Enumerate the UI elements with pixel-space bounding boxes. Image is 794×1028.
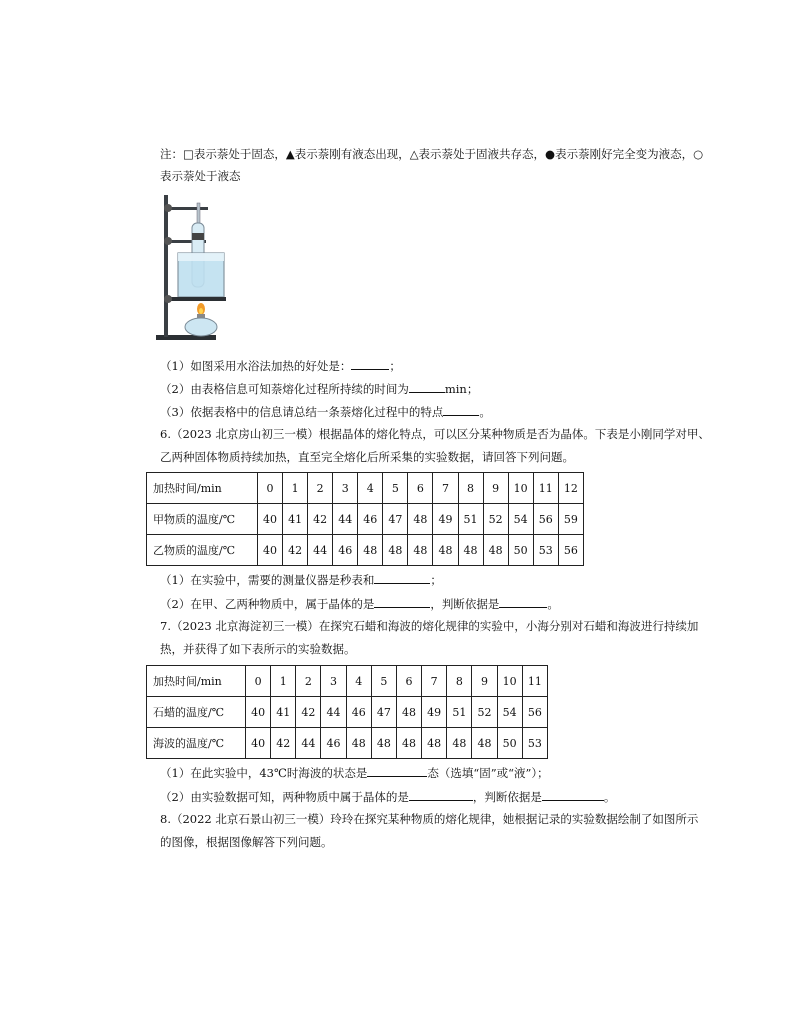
- table-header-row: [147, 473, 584, 504]
- table-cell: 48: [447, 728, 472, 759]
- table-cell: 40: [246, 697, 271, 728]
- table-row: [147, 535, 584, 566]
- table-cell: 52: [472, 697, 497, 728]
- table-header-label: 加热时间/min: [147, 666, 246, 697]
- table-header-cell: 3: [321, 666, 346, 697]
- table-cell: 53: [522, 728, 547, 759]
- table-header-row: [147, 666, 548, 697]
- table-header-cell: 8: [447, 666, 472, 697]
- table-header-cell: 7: [433, 473, 458, 504]
- problem-7-line-1: 7.（2023 北京海淀初三一模）在探究石蜡和海波的熔化规律的实验中，小海分别对石蜡和海波进行持续加: [160, 619, 699, 633]
- table-header-cell: 12: [558, 473, 583, 504]
- table-cell: 48: [383, 535, 408, 566]
- problem-7-line-2: 热，并获得了如下表所示的实验数据。: [160, 642, 356, 656]
- answer-blank[interactable]: [542, 788, 604, 801]
- table-header-label: 加热时间/min: [147, 473, 258, 504]
- table-cell: 54: [497, 697, 522, 728]
- table-cell: 50: [497, 728, 522, 759]
- table-cell: 40: [246, 728, 271, 759]
- table-header-cell: 0: [246, 666, 271, 697]
- table-header-cell: 3: [333, 473, 358, 504]
- table-cell: 44: [333, 504, 358, 535]
- answer-blank[interactable]: [367, 764, 427, 777]
- table-cell: 49: [422, 697, 447, 728]
- table-cell: 48: [433, 535, 458, 566]
- table-header-cell: 2: [296, 666, 321, 697]
- answer-blank[interactable]: [499, 595, 547, 608]
- table-cell: 51: [447, 697, 472, 728]
- table-cell: 42: [296, 697, 321, 728]
- table-header-cell: 10: [508, 473, 533, 504]
- table-cell: 44: [296, 728, 321, 759]
- problem-6-line-1: 6.（2023 北京房山初三一模）根据晶体的熔化特点，可以区分某种物质是否为晶体。下表是小刚同学对甲、: [160, 427, 710, 441]
- question-5-1: （1）如图采用水浴法加热的好处是： ；: [160, 359, 401, 373]
- problem-8-line-1: 8.（2022 北京石景山初三一模）玲玲在探究某种物质的熔化规律，她根据记录的实验数据绘制了如图所示: [160, 812, 699, 826]
- table-cell: 44: [321, 697, 346, 728]
- problem-6-line-2: 乙两种固体物质持续加热，直至完全熔化后所采集的实验数据，请回答下列问题。: [160, 450, 574, 464]
- table-cell: 44: [308, 535, 333, 566]
- table-header-cell: 2: [308, 473, 333, 504]
- table-cell: 48: [396, 728, 421, 759]
- problem-6-data-table: [146, 472, 584, 566]
- table-header-cell: 1: [283, 473, 308, 504]
- table-cell: 52: [483, 504, 508, 535]
- table-header-cell: 9: [483, 473, 508, 504]
- table-header-cell: 5: [383, 473, 408, 504]
- water-bath-apparatus-figure: [150, 193, 230, 343]
- table-row: [147, 728, 548, 759]
- table-cell: 46: [321, 728, 346, 759]
- question-5-3: （3）依据表格中的信息请总结一条萘熔化过程中的特点 。: [160, 405, 491, 419]
- table-cell: 56: [533, 504, 558, 535]
- table-header-cell: 6: [408, 473, 433, 504]
- answer-blank[interactable]: [409, 380, 445, 393]
- table-cell: 48: [346, 728, 371, 759]
- answer-blank[interactable]: [374, 571, 430, 584]
- table-cell: 50: [508, 535, 533, 566]
- answer-blank[interactable]: [351, 357, 389, 370]
- table-cell: 48: [371, 728, 396, 759]
- table-header-cell: 9: [472, 666, 497, 697]
- table-cell: 56: [558, 535, 583, 566]
- table-header-cell: 10: [497, 666, 522, 697]
- table-cell: 40: [258, 504, 283, 535]
- table-header-cell: 11: [533, 473, 558, 504]
- table-header-cell: 4: [346, 666, 371, 697]
- problem-7-data-table: [146, 665, 548, 759]
- table-cell: 46: [358, 504, 383, 535]
- table-header-cell: 0: [258, 473, 283, 504]
- problem-8-line-2: 的图像，根据图像解答下列问题。: [160, 835, 333, 849]
- table-header-cell: 4: [358, 473, 383, 504]
- table-row: [147, 504, 584, 535]
- problem-7-question-1: （1）在此实验中，43℃时海波的状态是 态（选填“固”或“液”）；: [160, 766, 549, 780]
- table-cell: 59: [558, 504, 583, 535]
- table-header-cell: 6: [396, 666, 421, 697]
- table-cell: 48: [458, 535, 483, 566]
- table-cell: 49: [433, 504, 458, 535]
- table-cell: 46: [333, 535, 358, 566]
- problem-7-question-2: （2）由实验数据可知，两种物质中属于晶体的是 ，判断依据是 。: [160, 790, 616, 804]
- table-cell: 51: [458, 504, 483, 535]
- table-cell: 53: [533, 535, 558, 566]
- table-cell: 40: [258, 535, 283, 566]
- table-row: [147, 697, 548, 728]
- table-cell: 42: [271, 728, 296, 759]
- table-header-cell: 7: [422, 666, 447, 697]
- table-row-label: 石蜡的温度/℃: [147, 697, 246, 728]
- table-cell: 48: [422, 728, 447, 759]
- answer-blank[interactable]: [409, 788, 473, 801]
- table-cell: 48: [396, 697, 421, 728]
- table-cell: 41: [271, 697, 296, 728]
- note-line-1: 注：□表示萘处于固态，▲表示萘刚有液态出现，△表示萘处于固液共存态，●表示萘刚好完全变为液态，○: [160, 147, 704, 161]
- table-cell: 54: [508, 504, 533, 535]
- table-cell: 41: [283, 504, 308, 535]
- table-cell: 42: [308, 504, 333, 535]
- question-5-2: （2）由表格信息可知萘熔化过程所持续的时间为 min；: [160, 382, 479, 396]
- answer-blank[interactable]: [443, 403, 479, 416]
- table-cell: 48: [472, 728, 497, 759]
- problem-6-question-1: （1）在实验中，需要的测量仪器是秒表和 ；: [160, 573, 442, 587]
- answer-blank[interactable]: [374, 595, 430, 608]
- table-row-label: 海波的温度/℃: [147, 728, 246, 759]
- table-header-cell: 1: [271, 666, 296, 697]
- table-row-label: 乙物质的温度/℃: [147, 535, 258, 566]
- table-cell: 56: [522, 697, 547, 728]
- problem-6-question-2: （2）在甲、乙两种物质中，属于晶体的是 ，判断依据是 。: [160, 597, 559, 611]
- table-cell: 48: [483, 535, 508, 566]
- table-cell: 46: [346, 697, 371, 728]
- table-cell: 48: [408, 504, 433, 535]
- table-header-cell: 8: [458, 473, 483, 504]
- note-line-2: 表示萘处于液态: [160, 169, 241, 183]
- table-header-cell: 5: [371, 666, 396, 697]
- table-cell: 47: [371, 697, 396, 728]
- table-cell: 48: [358, 535, 383, 566]
- table-row-label: 甲物质的温度/℃: [147, 504, 258, 535]
- table-cell: 47: [383, 504, 408, 535]
- table-header-cell: 11: [522, 666, 547, 697]
- table-cell: 48: [408, 535, 433, 566]
- apparatus-illustration: [150, 193, 230, 343]
- table-cell: 42: [283, 535, 308, 566]
